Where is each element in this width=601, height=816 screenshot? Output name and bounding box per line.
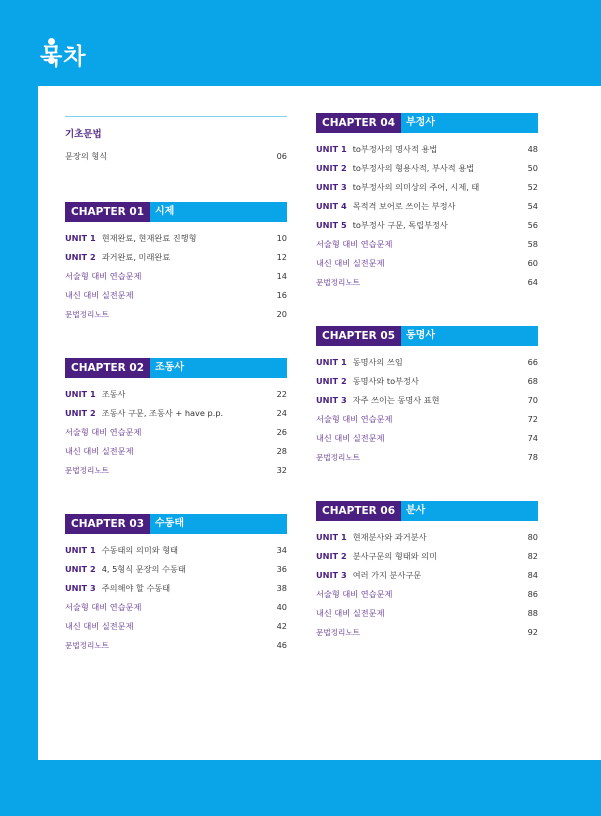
unit-tag: UNIT 1	[65, 233, 96, 243]
unit-label: 주의해야 할 수동태	[101, 583, 171, 593]
entry-page: 58	[527, 239, 538, 249]
unit-label: 조동사	[101, 389, 126, 399]
chapter-05	[316, 326, 538, 468]
entry-page: 72	[527, 414, 538, 424]
extra-entry[interactable]	[316, 605, 538, 624]
unit-label: 조동사 구문, 조동사 + have p.p.	[101, 408, 224, 418]
basic-grammar-heading: 기초문법	[65, 129, 102, 140]
unit-tag: UNIT 2	[65, 252, 96, 262]
chapter-title: 시제	[150, 202, 287, 222]
chapter-number: CHAPTER 01	[65, 202, 150, 222]
entry-page: 86	[527, 589, 538, 599]
extra-entry[interactable]	[65, 599, 287, 618]
unit-label: 동명사의 쓰임	[352, 357, 403, 367]
unit-tag: UNIT 1	[316, 357, 347, 367]
unit-label: 4, 5형식 문장의 수동태	[101, 564, 186, 574]
basic-grammar-section	[65, 116, 287, 166]
unit-entry[interactable]	[316, 548, 538, 567]
entry-page: 56	[527, 220, 538, 230]
unit-tag: UNIT 4	[316, 201, 347, 211]
chapter-header[interactable]	[316, 113, 538, 133]
unit-entry[interactable]	[65, 561, 287, 580]
entry-page: 46	[276, 640, 287, 650]
entry-page: 26	[276, 427, 287, 437]
unit-label: 여러 가지 분사구문	[352, 570, 422, 580]
chapter-04	[316, 113, 538, 293]
entry-label: 문장의 형식	[65, 151, 108, 161]
unit-label: 자주 쓰이는 동명사 표현	[352, 395, 440, 405]
entry-page: 38	[276, 583, 287, 593]
chapter-02	[65, 358, 287, 481]
unit-tag: UNIT 3	[316, 182, 347, 192]
entry-page: 06	[276, 151, 287, 161]
unit-tag: UNIT 2	[65, 408, 96, 418]
extra-entry[interactable]	[316, 624, 538, 643]
entry-page: 78	[527, 452, 538, 462]
entry-label: 내신 대비 실전문제	[65, 446, 134, 456]
unit-entry[interactable]	[65, 405, 287, 424]
unit-tag: UNIT 5	[316, 220, 347, 230]
unit-label: to부정사의 명사적 용법	[352, 144, 438, 154]
chapter-number: CHAPTER 06	[316, 501, 401, 521]
unit-tag: UNIT 1	[65, 389, 96, 399]
unit-entry[interactable]	[316, 179, 538, 198]
unit-tag: UNIT 3	[65, 583, 96, 593]
chapter-number: CHAPTER 05	[316, 326, 401, 346]
unit-label: 현재분사와 과거분사	[352, 532, 427, 542]
chapter-03	[65, 514, 287, 656]
entry-page: 66	[527, 357, 538, 367]
toc-entry[interactable]	[65, 148, 287, 166]
unit-entry[interactable]	[65, 580, 287, 599]
chapter-header[interactable]	[316, 326, 538, 346]
chapter-number: CHAPTER 04	[316, 113, 401, 133]
entry-label: 서술형 대비 연습문제	[316, 239, 393, 249]
entry-page: 12	[276, 252, 287, 262]
extra-entry[interactable]	[316, 449, 538, 468]
extra-entry[interactable]	[316, 411, 538, 430]
chapter-title: 수동태	[150, 514, 287, 534]
extra-entry[interactable]	[65, 637, 287, 656]
unit-label: 현재완료, 현재완료 진행형	[101, 233, 197, 243]
unit-label: 동명사와 to부정사	[352, 376, 419, 386]
chapter-01	[65, 202, 287, 325]
entry-label: 내신 대비 실전문제	[65, 290, 134, 300]
extra-entry[interactable]	[316, 430, 538, 449]
unit-label: to부정사의 형용사적, 부사적 용법	[352, 163, 475, 173]
entry-page: 92	[527, 627, 538, 637]
entry-label: 서술형 대비 연습문제	[316, 414, 393, 424]
entry-page: 84	[527, 570, 538, 580]
unit-tag: UNIT 2	[316, 551, 347, 561]
extra-entry[interactable]	[65, 306, 287, 325]
entry-page: 74	[527, 433, 538, 443]
extra-entry[interactable]	[65, 443, 287, 462]
unit-entry[interactable]	[316, 217, 538, 236]
entry-page: 42	[276, 621, 287, 631]
unit-entry[interactable]	[316, 373, 538, 392]
unit-entry[interactable]	[316, 198, 538, 217]
chapter-number: CHAPTER 03	[65, 514, 150, 534]
entry-page: 40	[276, 602, 287, 612]
entry-page: 20	[276, 309, 287, 319]
entry-page: 60	[527, 258, 538, 268]
entry-page: 80	[527, 532, 538, 542]
entry-page: 48	[527, 144, 538, 154]
chapter-number: CHAPTER 02	[65, 358, 150, 378]
unit-tag: UNIT 2	[316, 376, 347, 386]
entry-page: 70	[527, 395, 538, 405]
unit-label: 목적격 보어로 쓰이는 부정사	[352, 201, 456, 211]
chapter-title: 동명사	[401, 326, 538, 346]
unit-label: 과거완료, 미래완료	[101, 252, 171, 262]
extra-entry[interactable]	[316, 274, 538, 293]
entry-page: 32	[276, 465, 287, 475]
divider	[65, 116, 287, 117]
unit-entry[interactable]	[316, 141, 538, 160]
extra-entry[interactable]	[65, 618, 287, 637]
entry-label: 내신 대비 실전문제	[65, 621, 134, 631]
entry-page: 82	[527, 551, 538, 561]
extra-entry[interactable]	[65, 462, 287, 481]
unit-tag: UNIT 1	[316, 532, 347, 542]
chapter-title: 분사	[401, 501, 538, 521]
unit-entry[interactable]	[65, 249, 287, 268]
entry-label: 문법정리노트	[316, 628, 361, 637]
unit-tag: UNIT 1	[65, 545, 96, 555]
entry-label: 서술형 대비 연습문제	[316, 589, 393, 599]
entry-page: 10	[276, 233, 287, 243]
unit-tag: UNIT 2	[65, 564, 96, 574]
chapter-title: 부정사	[401, 113, 538, 133]
entry-page: 50	[527, 163, 538, 173]
extra-entry[interactable]	[65, 424, 287, 443]
extra-entry[interactable]	[316, 255, 538, 274]
entry-label: 서술형 대비 연습문제	[65, 271, 142, 281]
entry-label: 문법정리노트	[65, 641, 110, 650]
unit-tag: UNIT 2	[316, 163, 347, 173]
unit-label: 분사구문의 형태와 의미	[352, 551, 437, 561]
unit-entry[interactable]	[316, 354, 538, 373]
entry-label: 서술형 대비 연습문제	[65, 602, 142, 612]
unit-entry[interactable]	[316, 160, 538, 179]
extra-entry[interactable]	[65, 287, 287, 306]
entry-page: 64	[527, 277, 538, 287]
unit-entry[interactable]	[65, 542, 287, 561]
entry-label: 내신 대비 실전문제	[316, 433, 385, 443]
entry-label: 문법정리노트	[65, 466, 110, 475]
chapter-06	[316, 501, 538, 643]
unit-entry[interactable]	[316, 529, 538, 548]
entry-page: 22	[276, 389, 287, 399]
chapter-header[interactable]	[65, 202, 287, 222]
entry-label: 문법정리노트	[316, 278, 361, 287]
unit-entry[interactable]	[65, 230, 287, 249]
unit-label: to부정사 구문, 독립부정사	[352, 220, 448, 230]
entry-page: 24	[276, 408, 287, 418]
entry-page: 68	[527, 376, 538, 386]
chapter-title: 조동사	[150, 358, 287, 378]
entry-page: 16	[276, 290, 287, 300]
unit-tag: UNIT 1	[316, 144, 347, 154]
unit-tag: UNIT 3	[316, 570, 347, 580]
entry-page: 52	[527, 182, 538, 192]
entry-page: 28	[276, 446, 287, 456]
extra-entry[interactable]	[65, 268, 287, 287]
entry-label: 내신 대비 실전문제	[316, 608, 385, 618]
entry-page: 14	[276, 271, 287, 281]
unit-tag: UNIT 3	[316, 395, 347, 405]
chapter-header[interactable]	[316, 501, 538, 521]
entry-page: 36	[276, 564, 287, 574]
entry-label: 서술형 대비 연습문제	[65, 427, 142, 437]
unit-entry[interactable]	[316, 392, 538, 411]
entry-page: 34	[276, 545, 287, 555]
entry-page: 88	[527, 608, 538, 618]
unit-label: to부정사의 의미상의 주어, 시제, 태	[352, 182, 480, 192]
extra-entry[interactable]	[316, 586, 538, 605]
page-title: 목차	[40, 44, 87, 70]
unit-label: 수동태의 의미와 형태	[101, 545, 179, 555]
entry-label: 문법정리노트	[65, 310, 110, 319]
entry-label: 내신 대비 실전문제	[316, 258, 385, 268]
unit-entry[interactable]	[316, 567, 538, 586]
entry-page: 54	[527, 201, 538, 211]
chapter-header[interactable]	[65, 358, 287, 378]
unit-entry[interactable]	[65, 386, 287, 405]
entry-label: 문법정리노트	[316, 453, 361, 462]
chapter-header[interactable]	[65, 514, 287, 534]
extra-entry[interactable]	[316, 236, 538, 255]
